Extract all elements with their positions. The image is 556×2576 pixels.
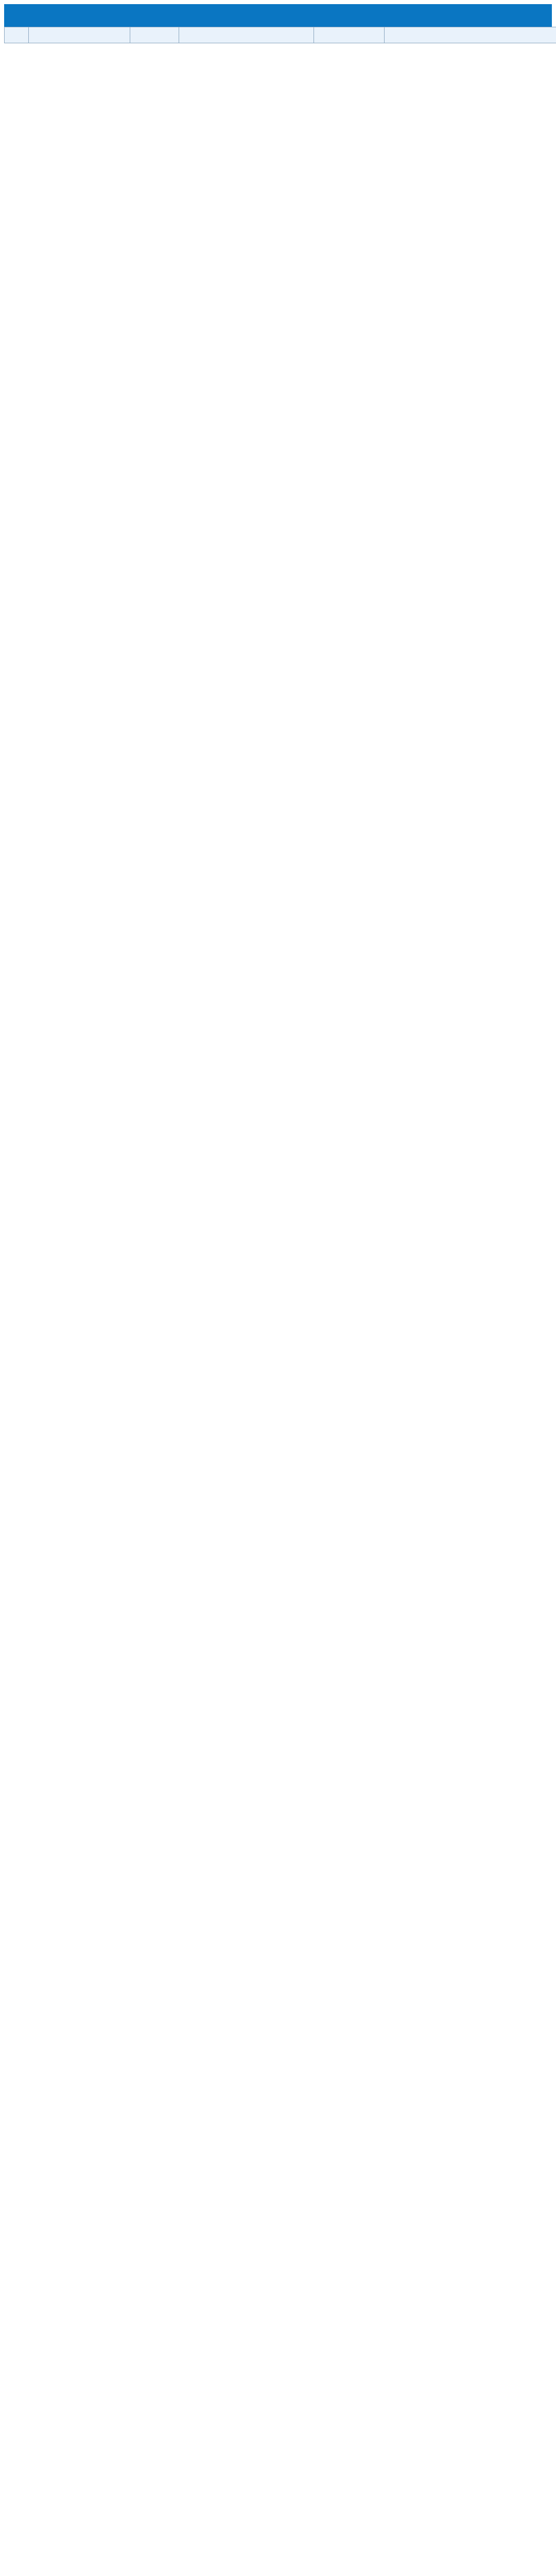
- notes-section: [4, 48, 552, 53]
- header-phone: [314, 27, 385, 43]
- header-name: [29, 27, 130, 43]
- header-address: [179, 27, 314, 43]
- page-title: [4, 4, 552, 27]
- header-no: [5, 27, 29, 43]
- sampling-site-table: [4, 27, 556, 43]
- header-note: [385, 27, 556, 43]
- header-street: [130, 27, 179, 43]
- page: [4, 4, 552, 53]
- table-header-row: [5, 27, 556, 43]
